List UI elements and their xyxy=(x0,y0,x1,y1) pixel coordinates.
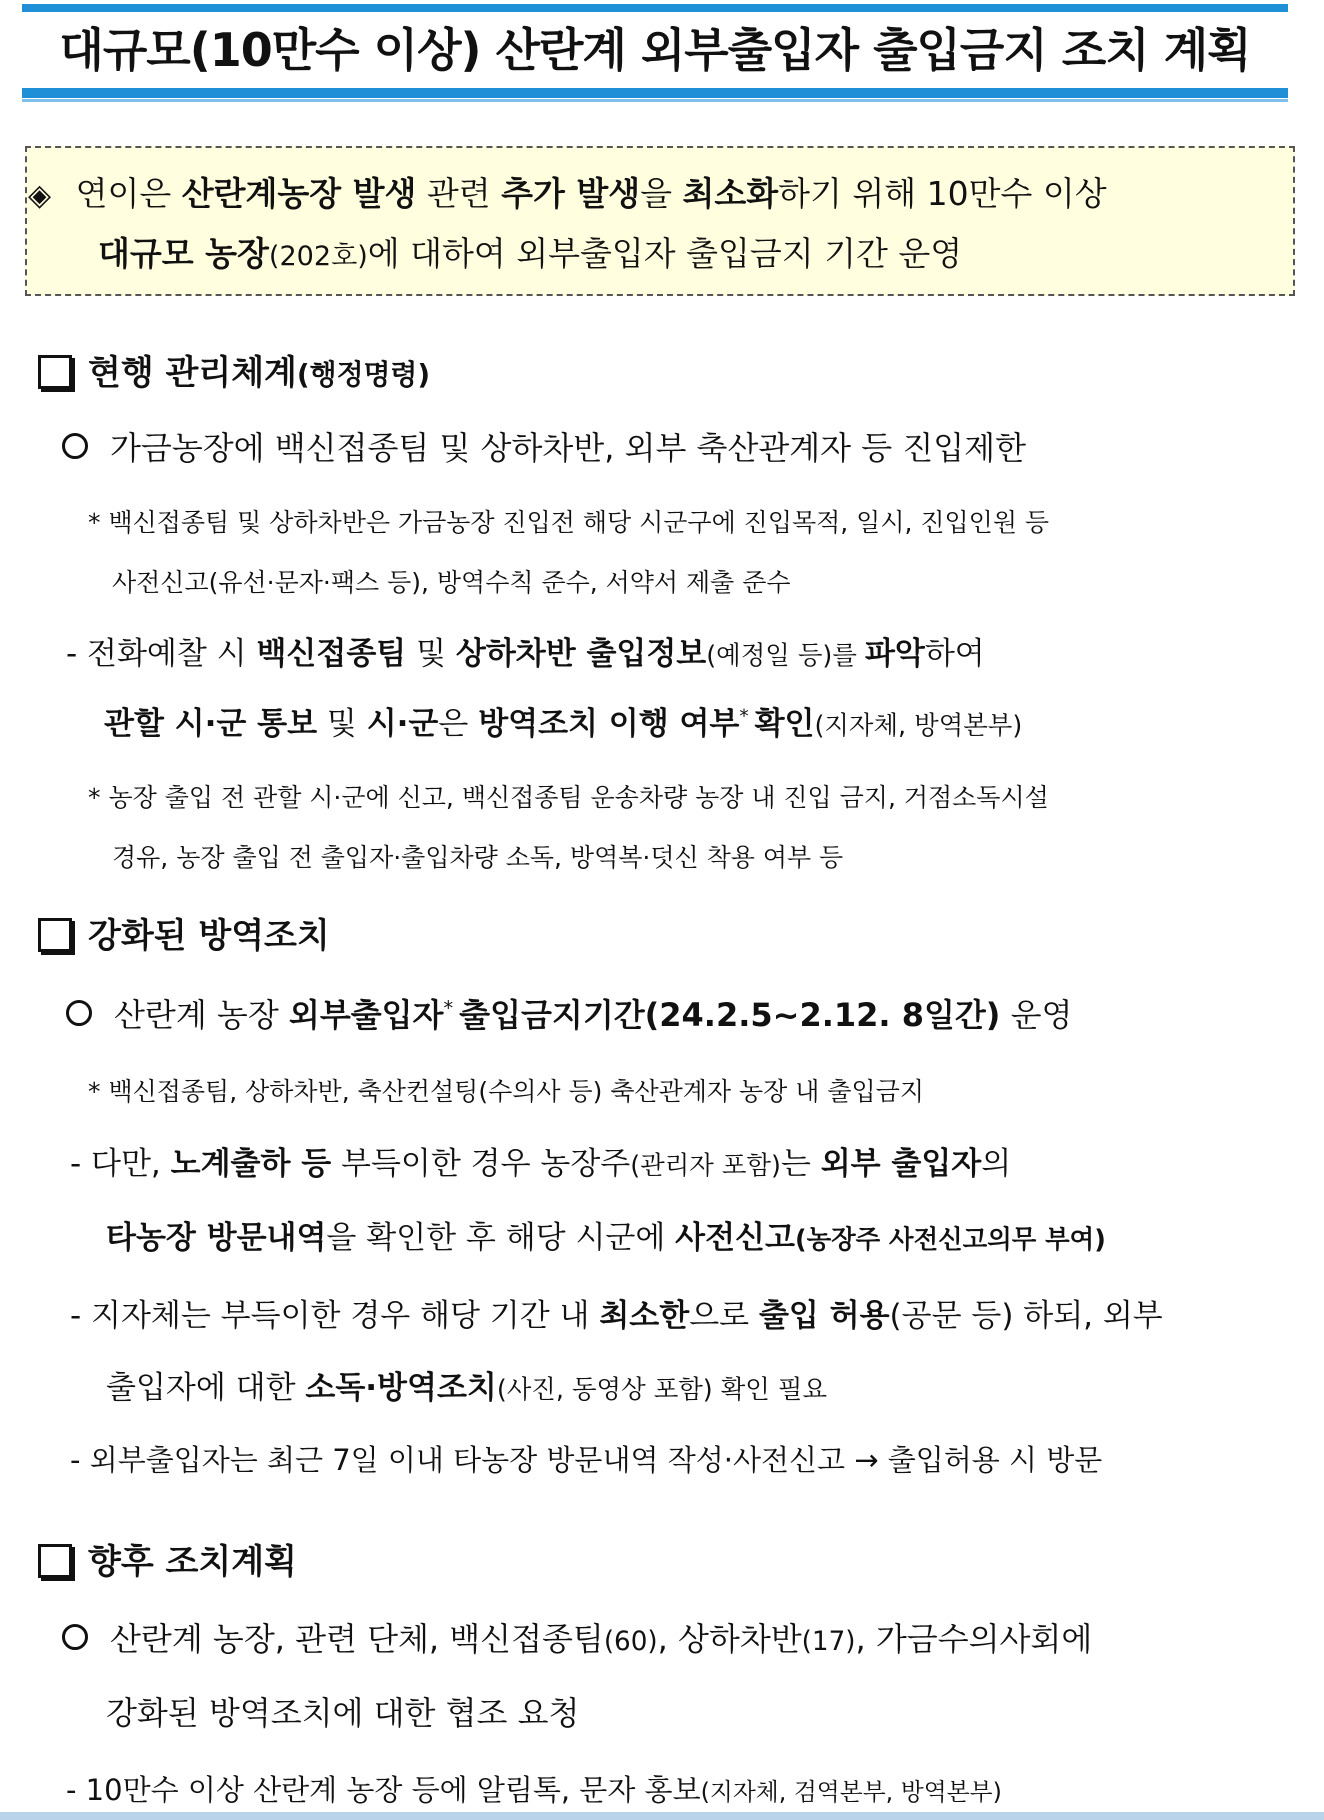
text: 노계출하 등 xyxy=(170,1146,332,1182)
text: 파악 xyxy=(864,636,925,672)
text: 산란계 농장, 관련 단체, 백신접종팀 xyxy=(110,1620,604,1658)
section1-dash1-line1 xyxy=(66,628,985,673)
checkbox-square-icon xyxy=(38,355,72,389)
text: (60) xyxy=(603,1627,658,1657)
text: 하여 xyxy=(924,636,985,672)
text: 대규모 농장 xyxy=(98,234,269,273)
title-top-rule xyxy=(22,4,1288,12)
section1-note2-line1: * 농장 출입 전 관할 시·군에 신고, 백신접종팀 운송차량 농장 내 진입 금지, 거점소독시설 xyxy=(88,783,1049,812)
checkbox-square-icon xyxy=(38,918,72,952)
text: 산란계 농장 xyxy=(114,996,289,1034)
summary-line-2 xyxy=(98,228,962,275)
text: 부득이한 경우 농장주 xyxy=(331,1146,631,1182)
text: , 가금수의사회에 xyxy=(855,1620,1093,1658)
text: (관리자 포함) xyxy=(630,1150,781,1180)
section3-circle-item xyxy=(62,1614,1092,1660)
text: (행정명령) xyxy=(296,358,431,391)
text: 및 xyxy=(406,636,456,672)
text: (농장주 사전신고의무 부여) xyxy=(794,1224,1106,1254)
text: 관할 시·군 통보 xyxy=(104,706,318,742)
text: - 전화예찰 시 xyxy=(66,636,257,672)
text: (공문 등) 하되, 외부 xyxy=(889,1298,1163,1334)
text: 출입금지기간(24.2.5~2.12. 8일간) xyxy=(459,996,1001,1034)
text: 추가 발생 xyxy=(501,174,641,213)
section1-dash1-line2 xyxy=(104,698,1022,743)
page-title: 대규모(10만수 이상) 산란계 외부출입자 출입금지 조치 계획 xyxy=(59,23,1251,77)
section-heading-current xyxy=(38,345,430,394)
text: 현행 관리체계 xyxy=(88,353,297,393)
text: 의 xyxy=(981,1146,1012,1182)
text: - 10만수 이상 산란계 농장 등에 알림톡, 문자 홍보 xyxy=(66,1773,701,1807)
text: (지자체, 방역본부) xyxy=(814,710,1023,740)
text: (17) xyxy=(801,1627,856,1657)
text: 타농장 방문내역 xyxy=(106,1220,327,1256)
text: 및 xyxy=(317,706,367,742)
text: (사진, 동영상 포함) 확인 필요 xyxy=(496,1374,828,1404)
text: 출입자에 대한 xyxy=(106,1370,306,1406)
text: - 지자체는 부득이한 경우 해당 기간 내 xyxy=(70,1298,600,1334)
text: 최소한 xyxy=(599,1298,690,1334)
text: * xyxy=(443,996,460,1020)
text: 을 확인한 후 해당 시군에 xyxy=(326,1220,676,1256)
circle-bullet-icon xyxy=(66,1000,92,1026)
section-heading-future xyxy=(38,1534,297,1583)
title-bottom-rule-light xyxy=(22,99,1288,102)
text: 시·군 xyxy=(366,706,439,742)
text: - 다만, xyxy=(70,1146,171,1182)
circle-bullet-icon xyxy=(62,433,88,459)
text: * xyxy=(739,706,755,728)
text: 연이은 xyxy=(75,174,182,213)
text: 소독·방역조치 xyxy=(305,1370,497,1406)
text: 방역조치 이행 여부 xyxy=(478,706,740,742)
circle-bullet-icon xyxy=(62,1624,88,1650)
title-bottom-rule xyxy=(22,88,1288,98)
text: 출입 허용 xyxy=(758,1298,890,1334)
section1-note1-line2: 사전신고(유선·문자·팩스 등), 방역수칙 준수, 서약서 제출 준수 xyxy=(112,568,791,597)
page-bottom-edge xyxy=(0,1812,1324,1820)
text: 에 대하여 외부출입자 출입금지 기간 운영 xyxy=(367,234,963,273)
text: 강화된 방역조치 xyxy=(88,916,330,956)
text: , 상하차반 xyxy=(657,1620,802,1658)
section3-dash1 xyxy=(66,1768,1002,1809)
text: 으로 xyxy=(689,1298,759,1334)
text: (예정일 등)를 xyxy=(706,640,865,670)
text: 확인 xyxy=(754,706,815,742)
text: 가금농장에 백신접종팀 및 상하차반, 외부 축산관계자 등 진입제한 xyxy=(110,429,1027,467)
summary-line-1 xyxy=(28,168,1107,215)
text: 상하차반 출입정보 xyxy=(455,636,707,672)
text: 외부 출입자 xyxy=(820,1146,982,1182)
text: 을 xyxy=(640,174,683,213)
text: 운영 xyxy=(1000,996,1073,1034)
text: 하기 위해 10만수 이상 xyxy=(778,174,1107,213)
section2-circle-item xyxy=(66,990,1072,1036)
section1-circle-item xyxy=(62,423,1026,469)
text: 사전신고 xyxy=(675,1220,795,1256)
section2-dash1-line1 xyxy=(70,1138,1011,1183)
diamond-bullet-icon: ◈ xyxy=(28,178,52,213)
section3-circle-line2: 강화된 방역조치에 대한 협조 요청 xyxy=(106,1694,580,1732)
section-heading-enhanced xyxy=(38,908,330,957)
text: (202호) xyxy=(268,241,368,272)
section2-dash2-line2 xyxy=(106,1362,827,1407)
text: 산란계농장 발생 xyxy=(181,174,417,213)
text: 는 xyxy=(780,1146,821,1182)
section2-dash3: - 외부출입자는 최근 7일 이내 타농장 방문내역 작성·사전신고 → 출입허용 시 방문 xyxy=(70,1443,1103,1477)
text: 백신접종팀 xyxy=(256,636,407,672)
text: 외부출입자 xyxy=(288,996,444,1034)
text: 관련 xyxy=(416,174,502,213)
checkbox-square-icon xyxy=(38,1544,72,1578)
text: (지자체, 검역본부, 방역본부) xyxy=(700,1778,1002,1806)
text: 은 xyxy=(438,706,479,742)
text: 향후 조치계획 xyxy=(88,1542,297,1582)
section2-note1: * 백신접종팀, 상하차반, 축산컨설팅(수의사 등) 축산관계자 농장 내 출입금지 xyxy=(88,1077,924,1106)
section1-note1-line1: * 백신접종팀 및 상하차반은 가금농장 진입전 해당 시군구에 진입목적, 일시, 진입인원 등 xyxy=(88,508,1050,537)
section2-dash2-line1 xyxy=(70,1290,1163,1335)
text: 최소화 xyxy=(682,174,779,213)
section2-dash1-line2 xyxy=(106,1212,1106,1257)
section1-note2-line2: 경유, 농장 출입 전 출입자·출입차량 소독, 방역복·덧신 착용 여부 등 xyxy=(112,843,844,872)
